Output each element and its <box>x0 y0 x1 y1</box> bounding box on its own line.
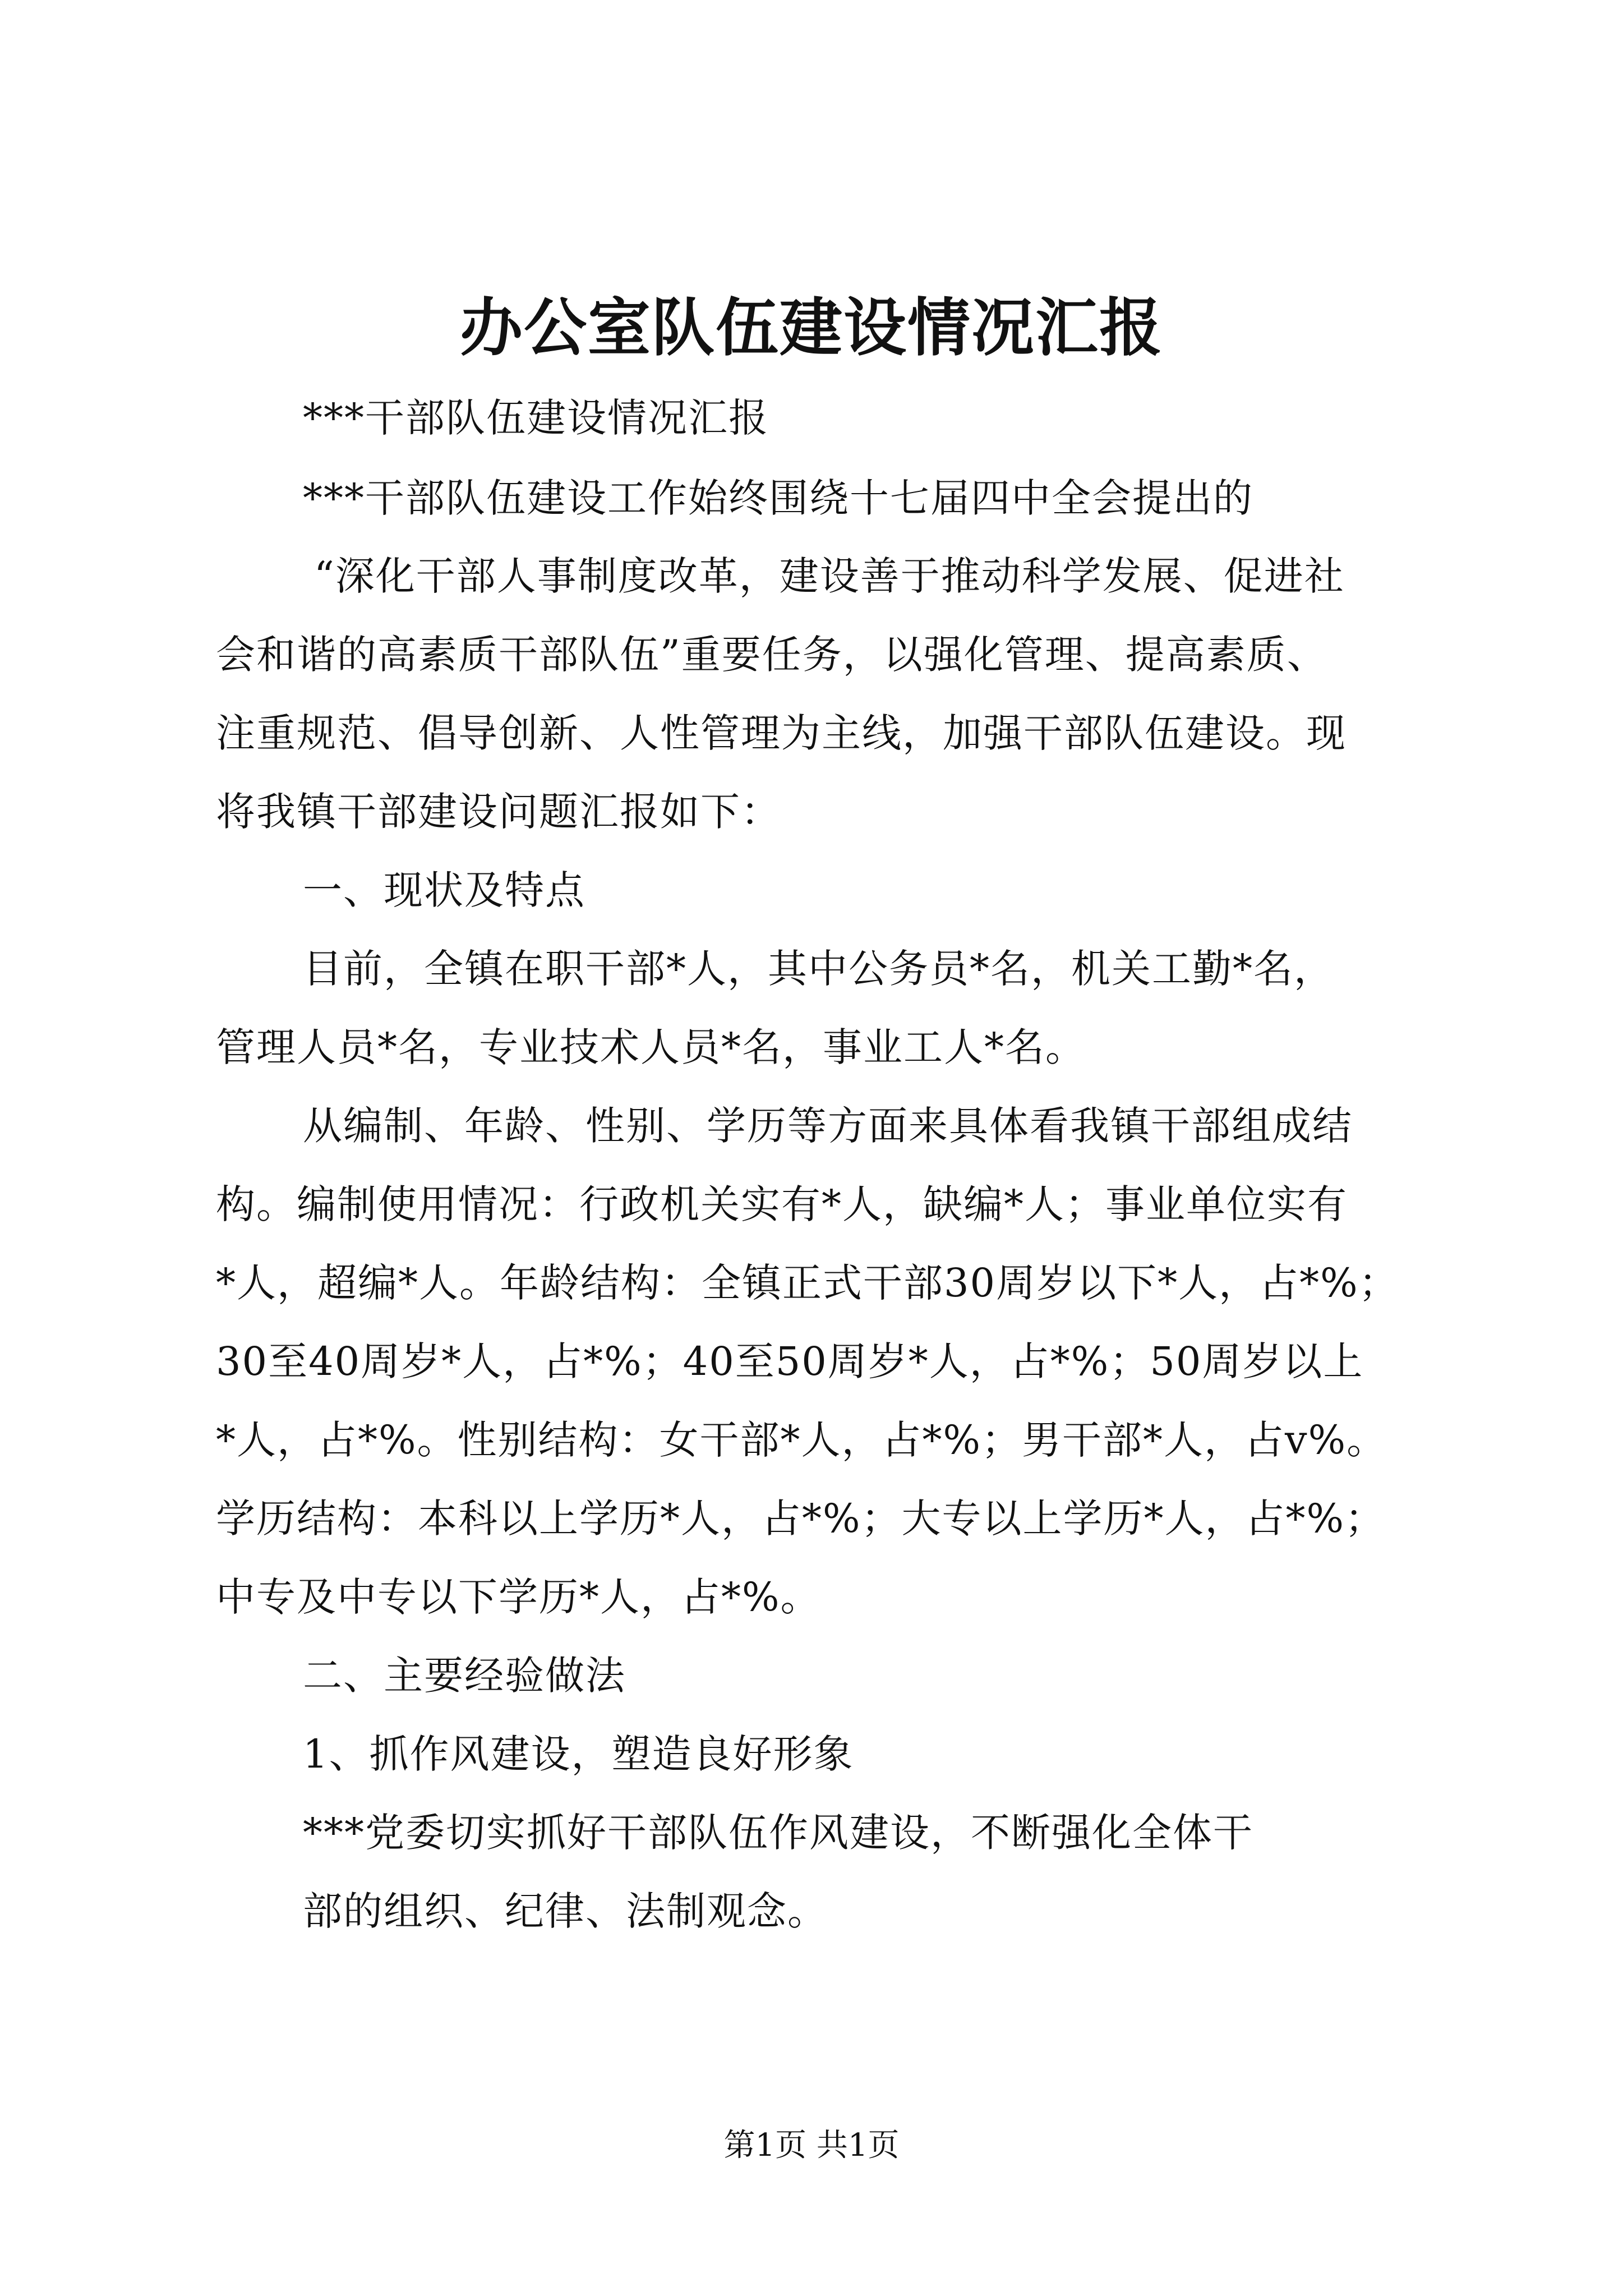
section-heading: 二、主要经验做法 <box>303 1653 626 1699</box>
paragraph-line: 目前，全镇在职干部*人，其中公务员*名，机关工勤*名， <box>303 946 1334 992</box>
paragraph-line: 将我镇干部建设问题汇报如下： <box>216 789 781 835</box>
paragraph-line: ***干部队伍建设情况汇报 <box>303 395 769 441</box>
paragraph-line: 会和谐的高素质干部队伍”重要任务，以强化管理、提高素质、 <box>216 632 1327 678</box>
paragraph-line: “深化干部人事制度改革，建设善于推动科学发展、促进社 <box>314 553 1345 599</box>
subsection-heading: 1、抓作风建设，塑造良好形象 <box>303 1731 854 1777</box>
paragraph-line: *人，占*%。性别结构：女干部*人，占*%；男干部*人，占v%。 <box>216 1417 1387 1463</box>
paragraph-line: ***党委切实抓好干部队伍作风建设，不断强化全体干 <box>303 1810 1253 1856</box>
paragraph-line: *人，超编*人。年龄结构：全镇正式干部30周岁以下*人，占*%； <box>216 1260 1399 1306</box>
paragraph-line: 从编制、年龄、性别、学历等方面来具体看我镇干部组成结 <box>303 1103 1353 1149</box>
page-footer: 第1页 共1页 <box>723 2127 900 2164</box>
paragraph-line: 注重规范、倡导创新、人性管理为主线，加强干部队伍建设。现 <box>216 710 1347 756</box>
document-title: 办公室队伍建设情况汇报 <box>460 291 1163 365</box>
section-heading: 一、现状及特点 <box>303 867 585 913</box>
paragraph-line: 中专及中专以下学历*人，占*%。 <box>216 1574 821 1620</box>
paragraph-line: 部的组织、纪律、法制观念。 <box>303 1888 828 1934</box>
paragraph-line: 学历结构：本科以上学历*人，占*%；大专以上学历*人，占*%； <box>216 1496 1386 1542</box>
paragraph-line: 管理人员*名，专业技术人员*名，事业工人*名。 <box>216 1024 1086 1070</box>
paragraph-line: ***干部队伍建设工作始终围绕十七届四中全会提出的 <box>303 475 1253 521</box>
paragraph-line: 构。编制使用情况：行政机关实有*人，缺编*人；事业单位实有 <box>216 1181 1348 1227</box>
paragraph-line: 30至40周岁*人，占*%；40至50周岁*人，占*%；50周岁以上 <box>216 1338 1364 1384</box>
